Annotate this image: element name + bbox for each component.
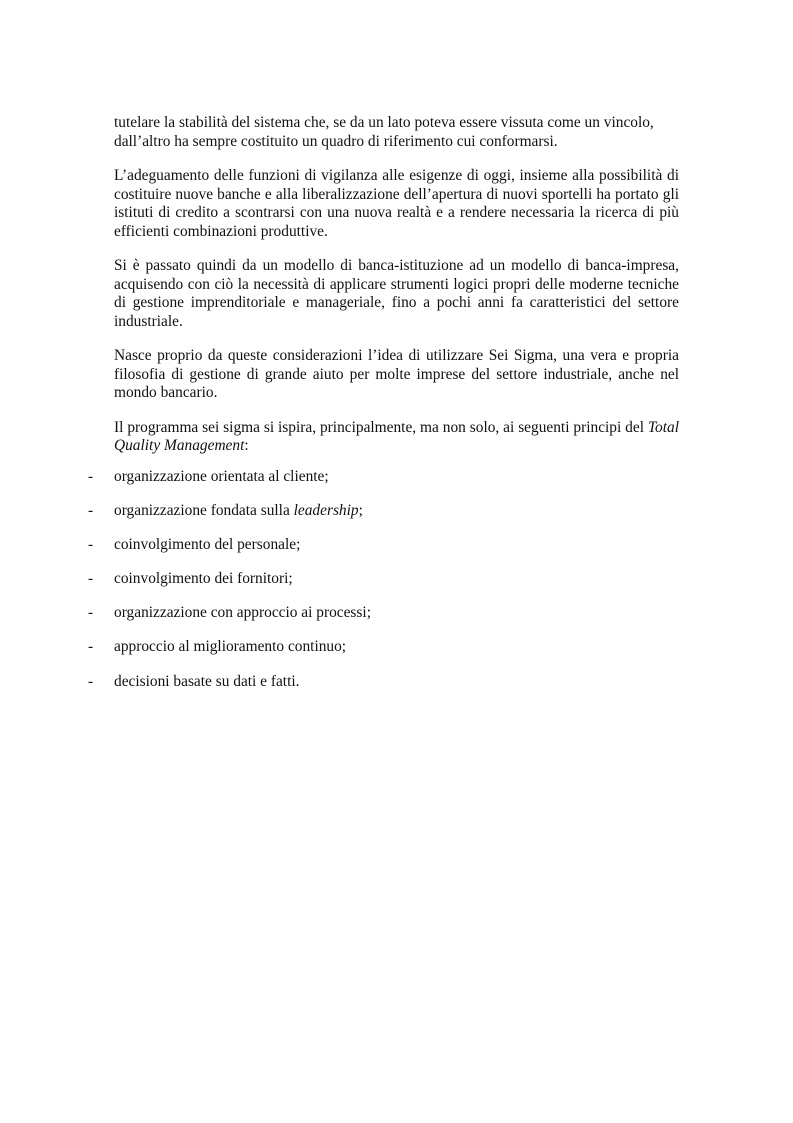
list-item-text: decisioni basate su dati e fatti. (114, 672, 300, 690)
list-item (88, 502, 688, 521)
list-item-text: approccio al miglioramento continuo; (114, 638, 347, 656)
principles-list (88, 468, 688, 707)
list-item (88, 570, 688, 589)
list-item (88, 673, 688, 692)
list-bullet: - (88, 638, 94, 656)
list-bullet: - (88, 536, 94, 554)
paragraph-5 (114, 419, 679, 456)
list-item-text: organizzazione fondata sulla (114, 502, 294, 520)
list-bullet: - (88, 570, 94, 588)
list-item (88, 638, 688, 657)
paragraph-5-text: Il programma sei sigma si ispira, principalmente, ma non solo, ai seguenti principi del (114, 418, 648, 436)
list-item (88, 536, 688, 555)
body-text (114, 114, 679, 472)
list-bullet: - (88, 604, 94, 622)
list-bullet: - (88, 468, 94, 485)
paragraph-5-end: : (244, 437, 249, 454)
paragraph-1: tutelare la stabilità del sistema che, se da un lato poteva essere vissuta come un vincolo, dall’altro ha sempre costituito un quadro di riferimento cui conformarsi. (114, 114, 654, 150)
list-bullet: - (88, 672, 94, 690)
paragraph-4: Nasce proprio da queste considerazioni l’idea di utilizzare Sei Sigma, una vera e propria filosofia di gestione di grande aiuto per molte imprese del settore industriale, anche nel mondo bancario. (114, 347, 679, 401)
list-item-end: ; (358, 502, 363, 520)
paragraph-5-italic: Total Quality Management (114, 418, 679, 454)
list-item-text: organizzazione con approccio ai processi; (114, 604, 371, 622)
list-bullet: - (88, 502, 94, 520)
paragraph-2: L’adeguamento delle funzioni di vigilanza alle esigenze di oggi, insieme alla possibilità di costituire nuove banche e alla liberalizzazione dell’apertura di nuovi sportelli ha portato gli istituti di credito a scontrarsi con una nuova realtà e a rendere necessaria la ricerca di più efficienti combinazioni produttive. (114, 167, 679, 240)
list-item-italic: leadership (293, 502, 359, 520)
list-item (88, 604, 688, 623)
paragraph-3: Si è passato quindi da un modello di banca-istituzione ad un modello di banca-impresa, acquisendo con ciò la necessità di applicare strumenti logici propri delle moderne tecniche di gestione imprenditoriale e manageriale, fino a pochi anni fa caratteristici del settore industriale. (114, 257, 679, 330)
list-item (88, 468, 688, 487)
list-item-text: coinvolgimento del personale; (114, 536, 301, 554)
list-item-text: coinvolgimento dei fornitori; (114, 570, 293, 588)
list-item-text: organizzazione orientata al cliente; (114, 468, 329, 485)
